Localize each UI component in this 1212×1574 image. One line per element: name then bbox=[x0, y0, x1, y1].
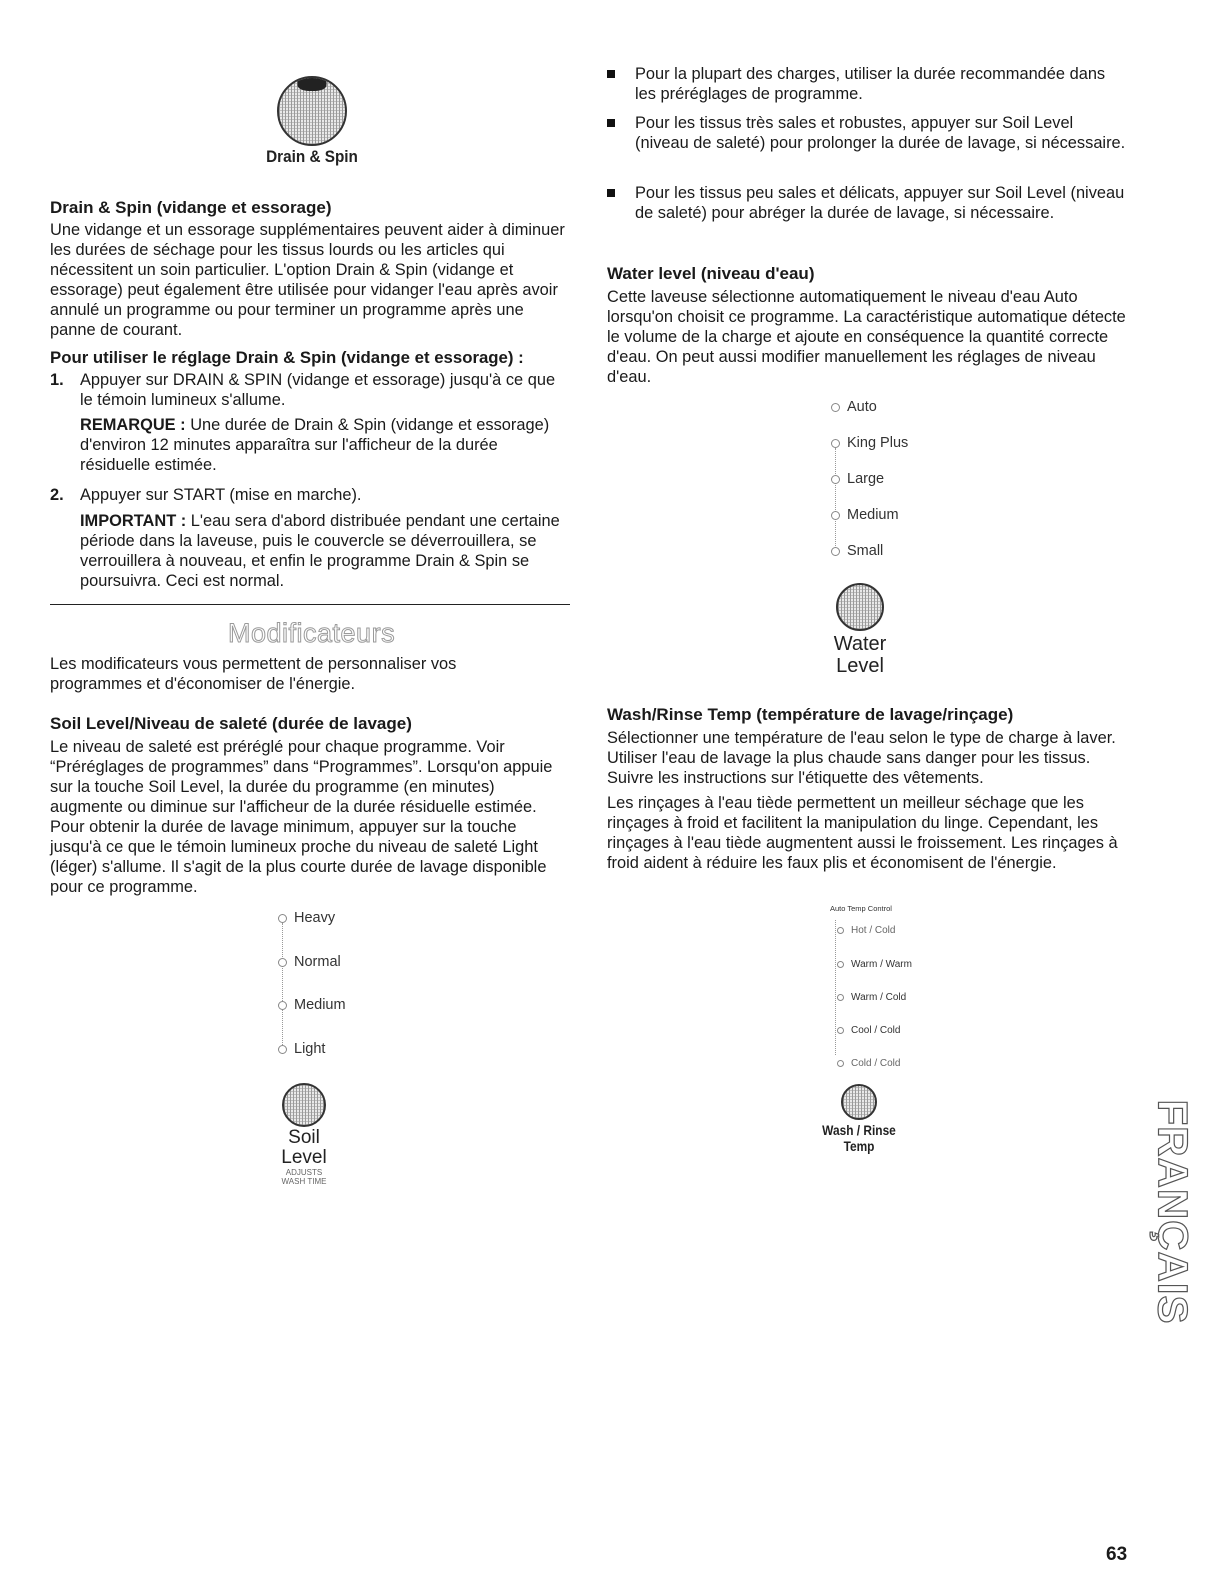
soil-option-heavy bbox=[278, 909, 335, 927]
water-option-label: Large bbox=[847, 471, 885, 487]
bullet-2 bbox=[607, 113, 1127, 153]
wash-rinse-body-1: Sélectionner une température de l'eau selon le type de charge à laver. Utiliser l'eau de lavage la plus chaude sans danger pour les tissus. Suivre les instructions sur l'étiquette des vêtements. bbox=[607, 729, 1116, 787]
water-level-body: Cette laveuse sélectionne automatiquement le niveau d'eau Auto lorsqu'on choisit ce programme. La caractéristique automatique détecte le volume de la charge et ajoute en conséquence la quantité correcte d'eau. On peut aussi modifier manuellement les réglages de niveau d'eau. bbox=[607, 288, 1126, 386]
step-1 bbox=[50, 370, 570, 410]
indicator-light-icon bbox=[831, 511, 840, 520]
temp-option-label: Cold / Cold bbox=[851, 1057, 901, 1069]
wash-rinse-label-line2: Temp bbox=[843, 1138, 875, 1154]
soil-level-body: Le niveau de saleté est préréglé pour chaque programme. Voir “Préréglages de programmes” dans “Programmes”. Lorsqu'on appuie sur la touche Soil Level, la durée du programme (en minutes) augmente ou diminue sur l'afficheur de la durée résiduelle estimée. Pour obtenir la durée de lavage minimum, appuyer sur la touche jusqu'à ce que le témoin lumineux proche du niveau de saleté Light (léger) s'allume. Il s'agit de la plus courte durée de lavage disponible pour ce programme. bbox=[50, 738, 553, 896]
soil-option-light bbox=[278, 1040, 325, 1058]
step-2-number: 2. bbox=[50, 486, 64, 504]
indicator-light-icon bbox=[837, 961, 844, 968]
water-level-options bbox=[831, 398, 951, 568]
soil-level-sub-line1: ADJUSTS bbox=[285, 1168, 323, 1177]
drain-spin-usage-heading: Pour utiliser le réglage Drain & Spin (vidange et essorage) : bbox=[50, 348, 524, 367]
water-level-label-line2: Level bbox=[836, 655, 884, 677]
soil-level-label-line1: Soil bbox=[288, 1127, 320, 1148]
indicator-light-icon bbox=[831, 439, 840, 448]
important-paragraph bbox=[80, 511, 570, 591]
water-option-label: King Plus bbox=[847, 435, 909, 451]
indicator-light-icon bbox=[831, 403, 840, 412]
soil-level-knob-label bbox=[254, 1128, 354, 1186]
modifiers-intro: Les modificateurs vous permettent de personnaliser vos programmes et d'économiser de l'énergie. bbox=[50, 655, 457, 693]
soil-level-heading: Soil Level/Niveau de saleté (durée de lavage) bbox=[50, 714, 412, 733]
bullet-3 bbox=[607, 183, 1127, 223]
soil-level-label-line2: Level bbox=[281, 1147, 327, 1168]
wash-rinse-options bbox=[830, 904, 980, 1074]
drain-spin-body: Une vidange et un essorage supplémentaires peuvent aider à diminuer les durées de séchage pour les tissus lourds ou les articles qui nécessitent un soin particulier. L'option Drain & Spin (vidange et essorage) peut également être utilisée pour vidanger l'eau après avoir annulé un programme ou pour terminer un programme après une panne de courant. bbox=[50, 221, 565, 339]
water-option-auto bbox=[831, 398, 877, 416]
indicator-light-icon bbox=[837, 1027, 844, 1034]
temp-option-label: Cool / Cold bbox=[851, 1024, 901, 1036]
temp-option-warm-cold bbox=[837, 988, 906, 1006]
step-2-text: Appuyer sur START (mise en marche). bbox=[80, 486, 362, 504]
auto-temp-control-label: Auto Temp Control bbox=[830, 904, 892, 913]
soil-level-options bbox=[278, 909, 398, 1059]
important-label: IMPORTANT : bbox=[80, 512, 187, 530]
section-divider bbox=[50, 604, 570, 605]
indicator-light-icon bbox=[837, 1060, 844, 1067]
step-2 bbox=[50, 485, 570, 505]
indicator-light-icon bbox=[837, 994, 844, 1001]
important-text: L'eau sera d'abord distribuée pendant une certaine période dans la laveuse, puis le couvercle se déverrouillera, se verrouillera à nouveau, et enfin le programme Drain & Spin se poursuivra. Ceci est normal. bbox=[80, 512, 560, 590]
soil-option-medium bbox=[278, 996, 346, 1014]
indicator-light-icon bbox=[837, 927, 844, 934]
ladder-line bbox=[282, 923, 283, 1045]
soil-option-label: Medium bbox=[294, 997, 346, 1013]
drain-spin-knob-label: Drain & Spin bbox=[266, 147, 358, 166]
soil-option-label: Normal bbox=[294, 954, 341, 970]
water-level-label-line1: Water bbox=[833, 633, 887, 655]
water-option-king-plus bbox=[831, 434, 908, 452]
wash-rinse-label-line1: Wash / Rinse bbox=[822, 1122, 896, 1138]
temp-option-hot-cold bbox=[837, 921, 895, 939]
bullet-2-text: Pour les tissus très sales et robustes, appuyer sur Soil Level (niveau de saleté) pour prolonger la durée de lavage, si nécessaire. bbox=[635, 114, 1126, 152]
water-option-large bbox=[831, 470, 884, 488]
bullet-square-icon bbox=[607, 189, 615, 197]
knob-indicator bbox=[297, 76, 326, 91]
drain-spin-heading: Drain & Spin (vidange et essorage) bbox=[50, 198, 332, 217]
water-option-label: Small bbox=[847, 543, 884, 559]
bullet-square-icon bbox=[607, 70, 615, 78]
indicator-light-icon bbox=[831, 547, 840, 556]
wash-rinse-heading: Wash/Rinse Temp (température de lavage/rinçage) bbox=[607, 705, 1014, 724]
note-label: REMARQUE : bbox=[80, 416, 186, 434]
bullet-square-icon bbox=[607, 119, 615, 127]
temp-option-label: Warm / Warm bbox=[851, 958, 912, 970]
temp-option-label: Hot / Cold bbox=[851, 924, 896, 936]
wash-rinse-knob-icon bbox=[841, 1084, 877, 1120]
soil-level-knob-icon bbox=[282, 1083, 326, 1127]
temp-option-warm-warm bbox=[837, 955, 912, 973]
note-paragraph bbox=[80, 415, 570, 475]
note-text: Une durée de Drain & Spin (vidange et essorage) d'environ 12 minutes apparaîtra sur l'afficheur de la durée résiduelle estimée. bbox=[80, 416, 550, 474]
step-1-number: 1. bbox=[50, 371, 64, 389]
soil-level-sub-line2: WASH TIME bbox=[281, 1177, 327, 1186]
soil-option-label: Light bbox=[294, 1041, 326, 1057]
ladder-line bbox=[835, 448, 836, 548]
temp-option-label: Warm / Cold bbox=[851, 991, 907, 1003]
bullet-3-text: Pour les tissus peu sales et délicats, appuyer sur Soil Level (niveau de saleté) pour abréger la durée de lavage, si nécessaire. bbox=[635, 184, 1125, 222]
water-level-knob-icon bbox=[836, 583, 884, 631]
language-side-tab bbox=[1150, 1082, 1194, 1342]
water-option-small bbox=[831, 542, 883, 560]
drain-spin-knob-icon bbox=[277, 76, 347, 146]
water-level-heading: Water level (niveau d'eau) bbox=[607, 264, 815, 283]
soil-option-normal bbox=[278, 953, 341, 971]
water-level-knob-label bbox=[810, 633, 910, 677]
ladder-line bbox=[835, 920, 836, 1055]
indicator-light-icon bbox=[278, 958, 287, 967]
bullet-1 bbox=[607, 64, 1127, 104]
indicator-light-icon bbox=[831, 475, 840, 484]
indicator-light-icon bbox=[278, 914, 287, 923]
temp-option-cool-cold bbox=[837, 1021, 900, 1039]
temp-option-cold-cold bbox=[837, 1054, 900, 1072]
bullet-1-text: Pour la plupart des charges, utiliser la durée recommandée dans les préréglages de programme. bbox=[635, 65, 1106, 103]
water-option-label: Medium bbox=[847, 507, 899, 523]
modifiers-title: Modificateurs bbox=[228, 618, 396, 648]
wash-rinse-knob-label bbox=[808, 1122, 910, 1154]
page-number: 63 bbox=[1106, 1544, 1128, 1565]
water-option-label: Auto bbox=[847, 399, 877, 415]
step-1-text: Appuyer sur DRAIN & SPIN (vidange et essorage) jusqu'à ce que le témoin lumineux s'allume. bbox=[80, 371, 556, 409]
indicator-light-icon bbox=[278, 1001, 287, 1010]
indicator-light-icon bbox=[278, 1045, 287, 1054]
water-option-medium bbox=[831, 506, 899, 524]
soil-option-label: Heavy bbox=[294, 910, 336, 926]
language-side-tab-text: FRANÇAIS bbox=[1149, 1099, 1196, 1325]
wash-rinse-body-2: Les rinçages à l'eau tiède permettent un meilleur séchage que les rinçages à froid et facilitent la manipulation du linge. Cependant, les rinçages à l'eau tiède augmentent aussi le froissement. Les rinçages à froid aident à réduire les faux plis et économisent de l'énergie. bbox=[607, 794, 1118, 872]
